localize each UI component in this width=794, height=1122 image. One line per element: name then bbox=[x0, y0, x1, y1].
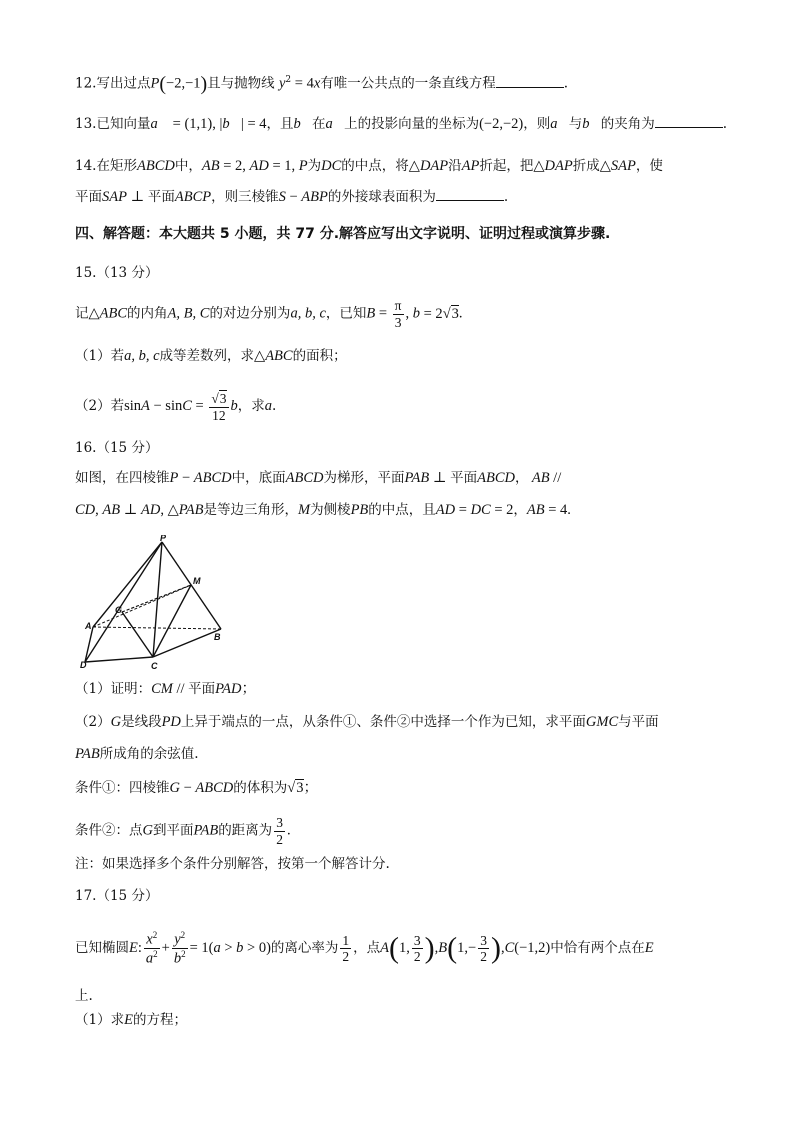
edge-AM bbox=[93, 585, 191, 627]
question-14-line2: 平面SAP ⊥ 平面ABCP，则三棱锥S − ABP的外接球表面积为 . bbox=[75, 189, 509, 205]
q12-text-c: 有唯一公共点的一条直线方程 bbox=[320, 75, 496, 92]
q16-condition1: 条件①：四棱锥G − ABCD的体积为√3； bbox=[75, 780, 318, 796]
edge-AB bbox=[93, 627, 221, 629]
q17-head: 17.（15 分） bbox=[75, 888, 159, 904]
q17-line2: 上. bbox=[75, 988, 93, 1004]
q12-text-a: 12.写出过点 bbox=[75, 75, 151, 92]
answer-blank[interactable] bbox=[496, 75, 564, 88]
q16-line2: CD, AB ⊥ AD, △PAB是等边三角形，M为侧棱PB的中点，且AD = DC = 2，AB = 4. bbox=[75, 502, 571, 518]
edge-CG bbox=[122, 612, 153, 657]
label-C: C bbox=[151, 661, 158, 671]
answer-blank[interactable] bbox=[655, 115, 723, 128]
q16-head: 16.（15 分） bbox=[75, 440, 159, 456]
label-A: A bbox=[85, 621, 92, 631]
question-13: 13.已知向量a⃗ = (1,1), |b⃗| = 4，且b⃗在a⃗上的投影向量的坐标为(−2,−2)，则a⃗与b⃗的夹角为 . bbox=[75, 116, 728, 132]
q15-part2: （2）若sinA − sinC = $\frac{√3}{12}$ b，求a. bbox=[75, 391, 277, 423]
label-B: B bbox=[214, 632, 221, 642]
q17-part1: （1）求E的方程； bbox=[75, 1012, 187, 1028]
q16-note: 注：如果选择多个条件分别解答，按第一个解答计分. bbox=[75, 856, 390, 872]
q15-part1: （1）若a, b, c成等差数列，求△ABC的面积； bbox=[75, 348, 347, 364]
edge-PA bbox=[93, 542, 162, 627]
edge-DC bbox=[85, 657, 153, 662]
q16-part2-line1: （2）G是线段PD上异于端点的一点，从条件①、条件②中选择一个作为已知，求平面GMC与平面 bbox=[75, 714, 659, 730]
pyramid-figure bbox=[78, 535, 248, 675]
q16-part2-line2: PAB所成角的余弦值. bbox=[75, 746, 199, 762]
label-M: M bbox=[193, 576, 201, 586]
q15-intro: 记△ABC的内角A, B, C的对边分别为a, b, c，已知B = $\frac{\pi}{3}$ , b = 2√3. bbox=[75, 298, 463, 330]
label-P: P bbox=[160, 535, 167, 543]
label-G: G bbox=[115, 605, 123, 615]
question-14-line1: 14.在矩形ABCD中，AB = 2, AD = 1, P为DC的中点，将△DAP沿AP折起，把△DAP折成△SAP，使 bbox=[75, 158, 663, 174]
label-D: D bbox=[80, 660, 87, 670]
q12-text-b: 且与抛物线 bbox=[207, 75, 275, 92]
q16-condition2: 条件②：点G到平面PAB的距离为 $\frac{3}{2}$ . bbox=[75, 815, 291, 847]
question-12: 12.写出过点P(−2,−1)且与抛物线 $y^2 = 4x$有唯一公共点的一条直线方程 . bbox=[75, 73, 569, 95]
q16-line1: 如图，在四棱锥P − ABCD中，底面ABCD为梯形，平面PAB ⊥ 平面ABCD， AB // bbox=[75, 470, 562, 486]
answer-blank[interactable] bbox=[436, 188, 504, 201]
q17-line1: 已知椭圆E: $\frac{x^2}{a^2}$ + $\frac{y^2}{b^2}$ = 1(a > b > 0)的离心率为 $\frac{1}{2}$ ，点A(1, $\frac{3}{2}$ ),B(1,− $\frac{3}{2}$ ),C(−1,2)中恰有两个点在E bbox=[75, 930, 654, 967]
edge-CB bbox=[153, 629, 221, 657]
q15-head: 15.（13 分） bbox=[75, 265, 159, 281]
q16-part1: （1）证明：CM // 平面PAD； bbox=[75, 681, 256, 697]
edge-CM bbox=[153, 585, 191, 657]
section-heading: 四、解答题：本大题共 5 小题，共 77 分.解答应写出文字说明、证明过程或演算步骤. bbox=[75, 226, 611, 242]
